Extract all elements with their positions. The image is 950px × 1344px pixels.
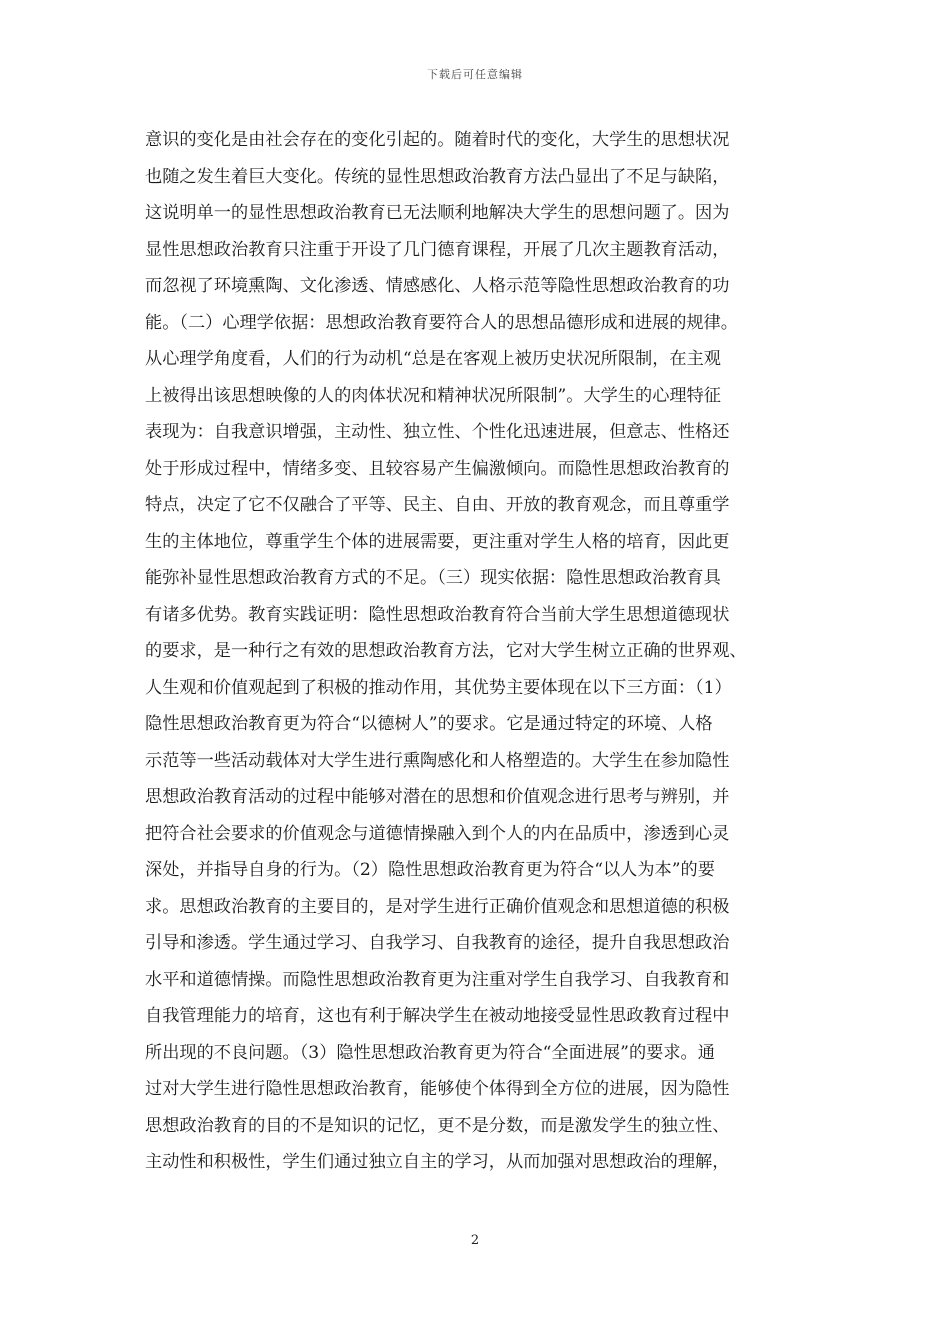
text-line: 显性思想政治教育只注重于开设了几门德育课程，开展了几次主题教育活动， xyxy=(145,239,730,260)
text-line: 也随之发生着巨大变化。传统的显性思想政治教育方法凸显出了不足与缺陷， xyxy=(145,166,730,187)
text-line: 意识的变化是由社会存在的变化引起的。随着时代的变化，大学生的思想状况 xyxy=(145,130,730,150)
text-line: 有诸多优势。教育实践证明：隐性思想政治教育符合当前大学生思想道德现状 xyxy=(145,604,730,625)
text-line: 水平和道德情操。而隐性思想政治教育更为注重对学生自我学习、自我教育和 xyxy=(145,969,730,990)
text-line: 从心理学角度看，人们的行为动机“总是在客观上被历史状况所限制，在主观 xyxy=(145,349,721,369)
text-line: 主动性和积极性，学生们通过独立自主的学习，从而加强对思想政治的理解， xyxy=(145,1152,730,1172)
text-line: 人生观和价值观起到了积极的推动作用，其优势主要体现在以下三方面：（1） xyxy=(145,677,732,698)
text-line: 而忽视了环境熏陶、文化渗透、情感感化、人格示范等隐性思想政治教育的功 xyxy=(145,276,730,296)
text-line: 引导和渗透。学生通过学习、自我学习、自我教育的途径，提升自我思想政治 xyxy=(145,933,730,953)
text-line: 思想政治教育活动的过程中能够对潜在的思想和价值观念进行思考与辨别，并 xyxy=(145,787,730,807)
text-line: 处于形成过程中，情绪多变、且较容易产生偏激倾向。而隐性思想政治教育的 xyxy=(145,458,730,479)
text-line: 隐性思想政治教育更为符合“以德树人”的要求。它是通过特定的环境、人格 xyxy=(145,714,713,734)
page-number: 2 xyxy=(470,1233,480,1248)
text-line: 过对大学生进行隐性思想政治教育，能够使个体得到全方位的进展，因为隐性 xyxy=(145,1079,730,1099)
text-line: 表现为：自我意识增强，主动性、独立性、个性化迅速进展，但意志、性格还 xyxy=(145,422,730,442)
text-line: 求。思想政治教育的主要目的，是对学生进行正确价值观念和思想道德的积极 xyxy=(145,896,730,917)
text-line: 深处，并指导自身的行为。（2）隐性思想政治教育更为符合“以人为本”的要 xyxy=(145,860,715,880)
text-line: 上被得出该思想映像的人的肉体状况和精神状况所限制”。大学生的心理特征 xyxy=(145,385,721,406)
text-line: 特点，决定了它不仅融合了平等、民主、自由、开放的教育观念，而且尊重学 xyxy=(145,495,730,515)
text-line: 示范等一些活动载体对大学生进行熏陶感化和人格塑造的。大学生在参加隐性 xyxy=(145,750,730,771)
text-line: 所出现的不良问题。（3）隐性思想政治教育更为符合“全面进展”的要求。通 xyxy=(145,1042,715,1063)
text-line: 能弥补显性思想政治教育方式的不足。（三）现实依据：隐性思想政治教育具 xyxy=(145,568,721,588)
text-line: 思想政治教育的目的不是知识的记忆，更不是分数，而是激发学生的独立性、 xyxy=(145,1115,730,1136)
page-header: 下载后可任意编辑 xyxy=(427,68,523,81)
body-text xyxy=(145,122,815,1181)
text-line: 的要求，是一种行之有效的思想政治教育方法，它对大学生树立正确的世界观、 xyxy=(145,641,747,661)
text-line: 自我管理能力的培育，这也有利于解决学生在被动地接受显性思政教育过程中 xyxy=(145,1006,730,1026)
text-line: 把符合社会要求的价值观念与道德情操融入到个人的内在品质中，渗透到心灵 xyxy=(145,823,730,844)
text-line: 能。（二）心理学依据：思想政治教育要符合人的思想品德形成和进展的规律。 xyxy=(145,312,738,333)
text-line: 这说明单一的显性思想政治教育已无法顺利地解决大学生的思想问题了。因为 xyxy=(145,203,730,223)
text-line: 生的主体地位，尊重学生个体的进展需要，更注重对学生人格的培育，因此更 xyxy=(145,531,730,552)
